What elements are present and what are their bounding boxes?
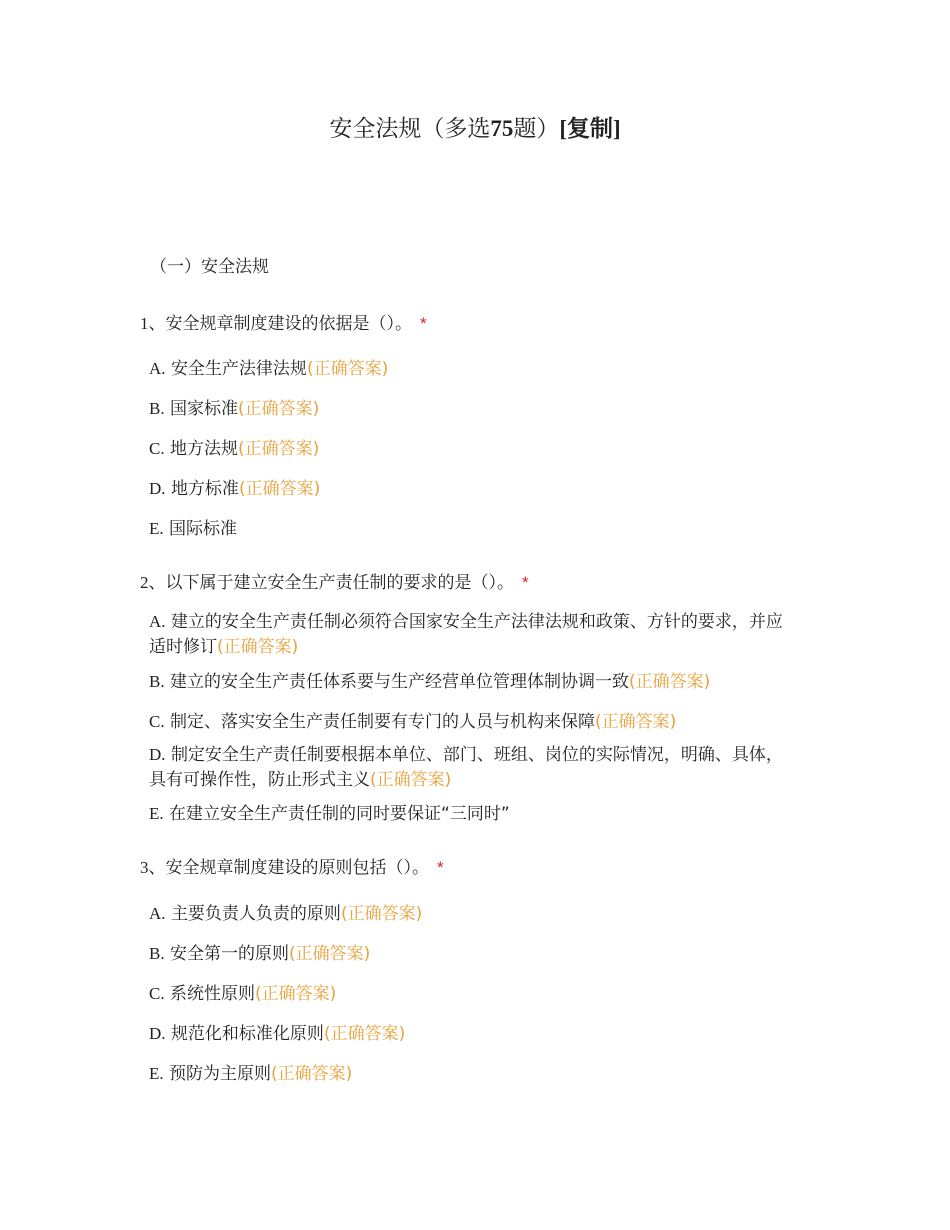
option-letter: B. [149, 399, 165, 418]
required-mark: * [437, 858, 444, 877]
option-letter: E. [149, 1064, 164, 1083]
option-e [149, 516, 789, 542]
option-text: 制定安全生产责任制要根据本单位、部门、班组、岗位的实际情况，明确、具体，具有可操作性，防止形式主义 [149, 745, 783, 790]
option-text: 系统性原则 [170, 984, 255, 1004]
title-question-count: 75 [490, 116, 514, 141]
option-text: 国际标准 [169, 519, 238, 539]
question-text: 安全规章制度建设的依据是（）。 [165, 314, 412, 334]
option-text: 安全第一的原则 [170, 944, 289, 964]
option-text: 地方标准 [170, 479, 239, 499]
correct-answer-tag: (正确答案) [340, 904, 423, 924]
option-b [149, 396, 789, 422]
option-letter: A. [149, 904, 166, 923]
correct-answer-tag: (正确答案) [323, 1024, 406, 1044]
question-number: 1、 [140, 314, 166, 333]
correct-answer-tag: (正确答案) [238, 439, 320, 459]
option-letter: B. [149, 672, 165, 691]
page-title [0, 110, 950, 143]
option-e [149, 801, 789, 827]
option-d [149, 1021, 789, 1047]
question-3 [140, 857, 840, 1087]
title-prefix: 安全法规（多选 [329, 116, 491, 141]
option-c [149, 709, 789, 735]
correct-answer-tag: (正确答案) [238, 399, 320, 419]
question-number: 2、 [140, 573, 166, 592]
option-b [149, 941, 789, 967]
option-text: 建立的安全生产责任体系要与生产经营单位管理体制协调一致 [170, 672, 629, 692]
option-letter: A. [149, 359, 166, 378]
correct-answer-tag: (正确答案) [370, 770, 452, 790]
correct-answer-tag: (正确答案) [595, 712, 677, 732]
question-2 [140, 572, 840, 832]
option-e [149, 1061, 789, 1087]
option-text: 制定、落实安全生产责任制要有专门的人员与机构来保障 [170, 712, 595, 732]
question-1 [140, 313, 840, 543]
option-c [149, 981, 789, 1007]
correct-answer-tag: (正确答案) [238, 479, 321, 499]
question-title [140, 313, 840, 335]
correct-answer-tag: (正确答案) [306, 359, 389, 379]
option-letter: C. [149, 984, 165, 1003]
option-text: 建立的安全生产责任制必须符合国家安全生产法律法规和政策、方针的要求，并应适时修订 [149, 612, 783, 657]
question-title [140, 572, 840, 594]
correct-answer-tag: (正确答案) [629, 672, 711, 692]
correct-answer-tag: (正确答案) [289, 944, 371, 964]
option-letter: D. [149, 745, 166, 764]
option-letter: E. [149, 804, 164, 823]
option-b [149, 669, 789, 695]
option-a [149, 609, 789, 660]
option-text: 地方法规 [170, 439, 238, 459]
question-title [140, 857, 840, 879]
question-number: 3、 [140, 858, 166, 877]
option-letter: E. [149, 519, 164, 538]
correct-answer-tag: (正确答案) [255, 984, 337, 1004]
option-letter: D. [149, 479, 166, 498]
option-letter: B. [149, 944, 165, 963]
option-a [149, 356, 789, 382]
copy-marker: [复制] [559, 116, 621, 141]
question-text: 安全规章制度建设的原则包括（）。 [165, 858, 429, 878]
required-mark: * [420, 314, 427, 333]
title-suffix: 题） [513, 116, 560, 141]
question-text: 以下属于建立安全生产责任制的要求的是（）。 [165, 573, 514, 593]
option-text: 主要负责人负责的原则 [170, 904, 341, 924]
required-mark: * [522, 573, 529, 592]
option-letter: D. [149, 1024, 166, 1043]
option-letter: A. [149, 612, 166, 631]
option-text: 预防为主原则 [169, 1064, 272, 1084]
option-text: 在建立安全生产责任制的同时要保证“三同时” [169, 804, 510, 824]
option-c [149, 436, 789, 462]
option-text: 安全生产法律法规 [170, 359, 307, 379]
option-letter: C. [149, 712, 165, 731]
correct-answer-tag: (正确答案) [217, 637, 299, 657]
option-letter: C. [149, 439, 165, 458]
option-d [149, 476, 789, 502]
option-d [149, 742, 789, 793]
section-heading: （一）安全法规 [150, 257, 269, 277]
option-text: 规范化和标准化原则 [170, 1024, 324, 1044]
correct-answer-tag: (正确答案) [271, 1064, 353, 1084]
option-text: 国家标准 [170, 399, 238, 419]
option-a [149, 901, 789, 927]
